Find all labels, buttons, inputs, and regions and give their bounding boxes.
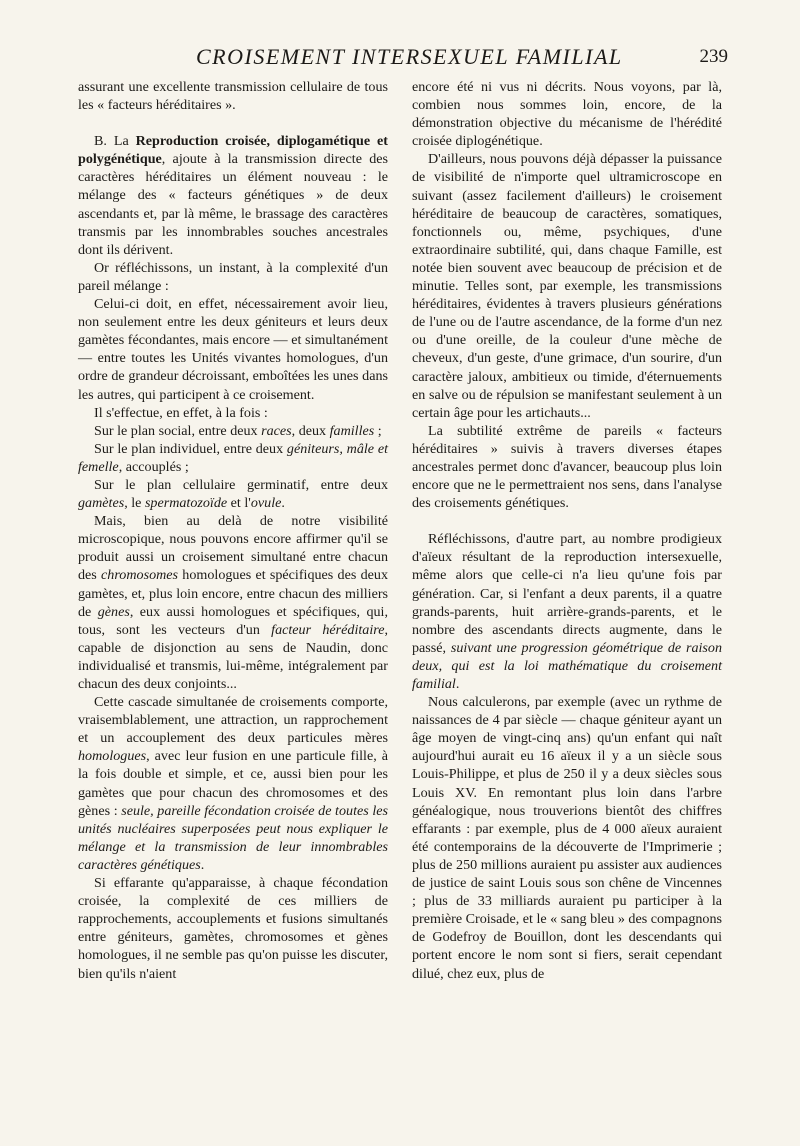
paragraph: Si effarante qu'apparaisse, à chaque fécondation croisée, la complexité de ces milliers de rapprochements, accouplements et fusions simultanés entre géniteurs, gamètes, chromosomes et gènes homologues, il ne semble pas qu'on puisse les discuter, bien qu'ils n'aient — [78, 875, 388, 982]
paragraph: Cette cascade simultanée de croisements comporte, vraisemblablement, une attraction, un rapprochement et un accouplement des deux particules mères homologues, avec leur fusion en une particule fille, à la fois double et simple, et ce, aussi bien pour les gamètes que pour chacun des chromosomes et des gènes : seule, pareille fécondation croisée de toutes les unités nucléaires superposées peut nous expliquer le mélange et la transmission de leur innombrables caractères génétiques. — [78, 694, 388, 873]
paragraph: Réfléchissons, d'autre part, au nombre prodigieux d'aïeux résultant de la reproduction intersexuelle, même alors que celle-ci n'a lieu qu'une fois par génération. Car, si l'enfant a deux parents, il a quatre grands-parents, huit arrière-grands-parents, et le nombre des ascendants directs augmente, dans le passé, suivant une progression géométrique de raison deux, qui est la loi mathématique du croisement familial. — [412, 531, 722, 692]
right-column — [412, 78, 722, 983]
paragraph: Il s'effectue, en effet, à la fois : — [94, 404, 268, 421]
paragraph: B. La Reproduction croisée, diplogamétique et polygénétique, ajoute à la transmission directe des caractères héréditaires un élément nouveau : le mélange des « facteurs génétiques » de deux ascendants et, par là même, le brassage des caractères transmis par les innombrables souches ancestrales dont ils dérivent. — [78, 133, 388, 258]
paragraph: Or réfléchissons, un instant, à la complexité d'un pareil mélange : — [78, 259, 388, 294]
page-number: 239 — [699, 46, 728, 67]
running-title: CROISEMENT INTERSEXUEL FAMILIAL — [196, 44, 623, 69]
paragraph: assurant une excellente transmission cellulaire de tous les « facteurs héréditaires ». — [78, 79, 388, 114]
list-item: Sur le plan cellulaire germinatif, entre deux gamètes, le spermatozoïde et l'ovule. — [78, 476, 388, 512]
paragraph: Celui-ci doit, en effet, nécessairement avoir lieu, non seulement entre les deux géniteurs et leurs deux gamètes fécondantes, mais encore — et simultanément — entre toutes les Unités vivantes homologues, d'un ordre de grandeur décroissant, emboîtées les unes dans les autres, qui participent à ce croisement. — [78, 296, 388, 403]
paragraph: encore été ni vus ni décrits. Nous voyons, par là, combien nous sommes loin, encore, de la démonstration objective du mécanisme de l'hérédité croisée diplogénétique. — [412, 79, 722, 150]
section-heading: Reproduction croisée, diplogamétique et polygénétique — [78, 133, 388, 168]
paragraph: La subtilité extrême de pareils « facteurs héréditaires » suivis à travers diverses étapes ancestrales permet donc d'avancer, beaucoup plus loin encore que ne le permettraient nos sens, dans l'analyse des croisements génétiques. — [412, 422, 722, 512]
left-column — [78, 78, 388, 983]
list-item: Sur le plan social, entre deux races, deux familles ; — [94, 422, 382, 439]
paragraph: Mais, bien au delà de notre visibilité microscopique, nous pouvons encore affirmer qu'il se produit aussi un croisement simultané entre chacun des chromosomes homologues et spécifiques des deux gamètes, et, plus loin encore, entre chacun des milliers de gènes, eux aussi homologues et spécifiques, qui, tous, sont les vecteurs d'un facteur héréditaire, capable de disjonction au sens de Naudin, donc individualisé et transmis, lui-même, intégralement par chacun des deux conjoints... — [78, 513, 388, 692]
paragraph: Nous calculerons, par exemple (avec un rythme de naissances de 4 par siècle — chaque géniteur ayant un âge moyen de vingt-cinq ans) qu'un enfant qui naît aujourd'hui aurait eu 16 aïeux il y a un siècle sous Louis-Philippe, et plus de 250 il y a deux siècles sous Louis XV. En remontant plus loin dans l'arbre généalogique, nous trouverions bientôt des chiffres effarants : par exemple, plus de 4 000 aïeux auraient été contemporains de la découverte de l'Imprimerie ; plus de 250 millions auraient pu assister aux audiences de justice de saint Louis sous son chêne de Vincennes ; plus de 33 milliards auraient pu participer à la première Croisade, et le « sang bleu » des compagnons de Godefroy de Bouillon, dont les descendants qui portent encore le nom sont si fiers, serait cependant dilué, chez eux, plus de — [412, 694, 722, 982]
paragraph: D'ailleurs, nous pouvons déjà dépasser la puissance de visibilité de n'importe quel ultramicroscope en suivant (assez facilement d'ailleurs) le croisement héréditaire de beaucoup de caractères, somatiques, fonctionnels ou, même, psychiques, d'une extraordinaire subtilité, qui, dans chaque Famille, est notée bien souvent avec beaucoup de précision et de minutie. Telles sont, par exemple, les transmissions héréditaires, évidentes à travers plusieurs générations de l'une ou de l'autre ascendance, de la forme d'un nez ou d'une oreille, de la couleur d'une mèche de cheveux, d'un geste, d'une grimace, d'un sourire, d'un caractère jaloux, ambitieux ou timide, d'éternuements en salve ou de répulsion se manifestant seulement à un certain âge pour les artichauts... — [412, 151, 722, 421]
running-header — [78, 40, 728, 74]
list-item: Sur le plan individuel, entre deux géniteurs, mâle et femelle, accouplés ; — [78, 440, 388, 475]
